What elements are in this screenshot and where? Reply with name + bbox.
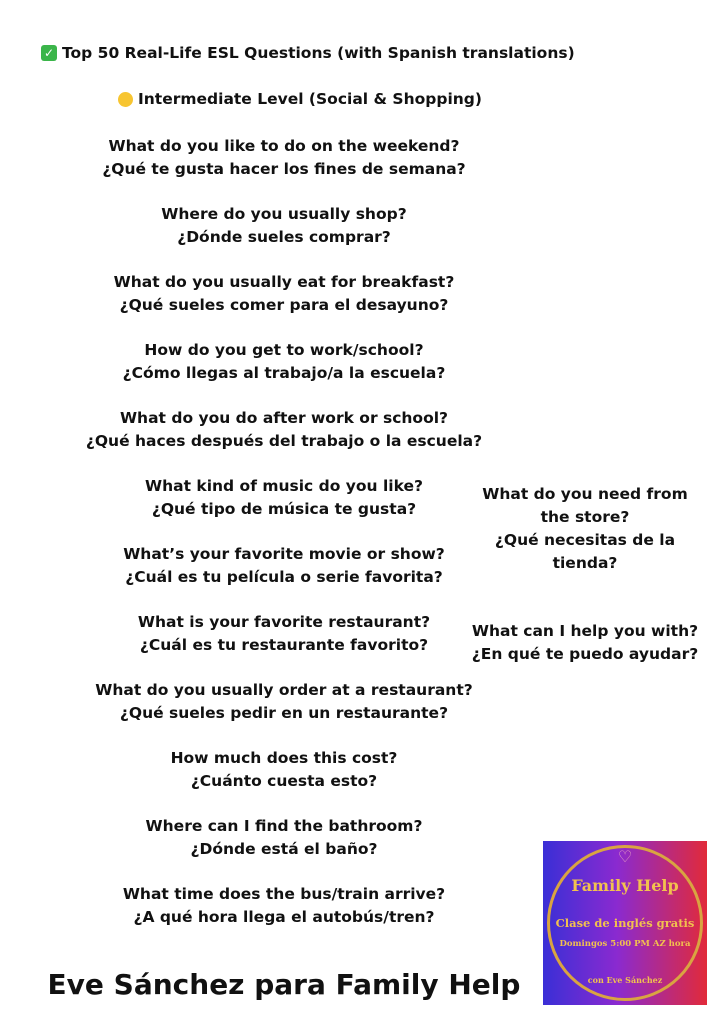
question-en: How much does this cost? [170, 749, 398, 767]
badge-host: con Eve Sánchez [587, 975, 663, 985]
question-en: What time does the bus/train arrive? [122, 885, 446, 903]
question-en: Where can I find the bathroom? [145, 817, 423, 835]
side-question-en: What can I help you with? [471, 622, 699, 640]
question-item [44, 883, 524, 951]
side-question-es: ¿En qué te puedo ayudar? [471, 645, 699, 663]
question-item [44, 203, 524, 271]
question-item [44, 475, 524, 543]
level-heading-text: Intermediate Level (Social & Shopping) [138, 90, 482, 108]
side-question-en: What do you need from the store? [482, 485, 688, 526]
page-title [41, 44, 575, 62]
question-es: ¿Qué tipo de música te gusta? [151, 500, 417, 518]
question-en: What do you do after work or school? [119, 409, 449, 427]
question-item [44, 611, 524, 679]
question-es: ¿Dónde está el baño? [190, 840, 378, 858]
question-en: How do you get to work/school? [144, 341, 424, 359]
side-question-item [470, 483, 700, 575]
side-question-list [470, 483, 700, 666]
badge-subtitle: Clase de inglés gratis [555, 916, 695, 930]
question-item [44, 543, 524, 611]
family-help-badge [543, 841, 707, 1005]
question-es: ¿Qué haces después del trabajo o la escuela? [85, 432, 483, 450]
check-mark-icon: ✓ [41, 45, 57, 61]
question-item [44, 135, 524, 203]
question-list [44, 135, 524, 951]
question-es: ¿Cuál es tu restaurante favorito? [139, 636, 429, 654]
question-en: What do you usually eat for breakfast? [113, 273, 455, 291]
page-title-text: Top 50 Real-Life ESL Questions (with Spanish translations) [62, 44, 575, 62]
question-es: ¿A qué hora llega el autobús/tren? [133, 908, 435, 926]
question-es: ¿Cómo llegas al trabajo/a la escuela? [122, 364, 446, 382]
question-item [44, 339, 524, 407]
question-item [44, 747, 524, 815]
heart-icon: ♡ [617, 847, 633, 866]
side-question-es: ¿Qué necesitas de la tienda? [494, 531, 676, 572]
question-en: What is your favorite restaurant? [137, 613, 431, 631]
question-es: ¿Cuál es tu película o serie favorita? [125, 568, 443, 586]
footer-credit: Eve Sánchez para Family Help [47, 968, 521, 1001]
badge-title: Family Help [571, 876, 679, 895]
question-item [44, 271, 524, 339]
question-es: ¿Dónde sueles comprar? [177, 228, 391, 246]
question-item [44, 679, 524, 747]
question-es: ¿Qué te gusta hacer los fines de semana? [102, 160, 466, 178]
question-item [44, 815, 524, 883]
question-en: What do you like to do on the weekend? [108, 137, 460, 155]
question-en: What do you usually order at a restaurant? [95, 681, 473, 699]
badge-schedule: Domingos 5:00 PM AZ hora [559, 939, 691, 949]
yellow-circle-icon [118, 92, 133, 107]
question-en: Where do you usually shop? [161, 205, 407, 223]
question-es: ¿Qué sueles pedir en un restaurante? [119, 704, 449, 722]
question-es: ¿Cuánto cuesta esto? [190, 772, 378, 790]
question-en: What’s your favorite movie or show? [123, 545, 445, 563]
question-es: ¿Qué sueles comer para el desayuno? [119, 296, 449, 314]
side-question-item [470, 620, 700, 666]
question-en: What kind of music do you like? [145, 477, 423, 495]
level-heading [118, 90, 482, 108]
question-item [44, 407, 524, 475]
